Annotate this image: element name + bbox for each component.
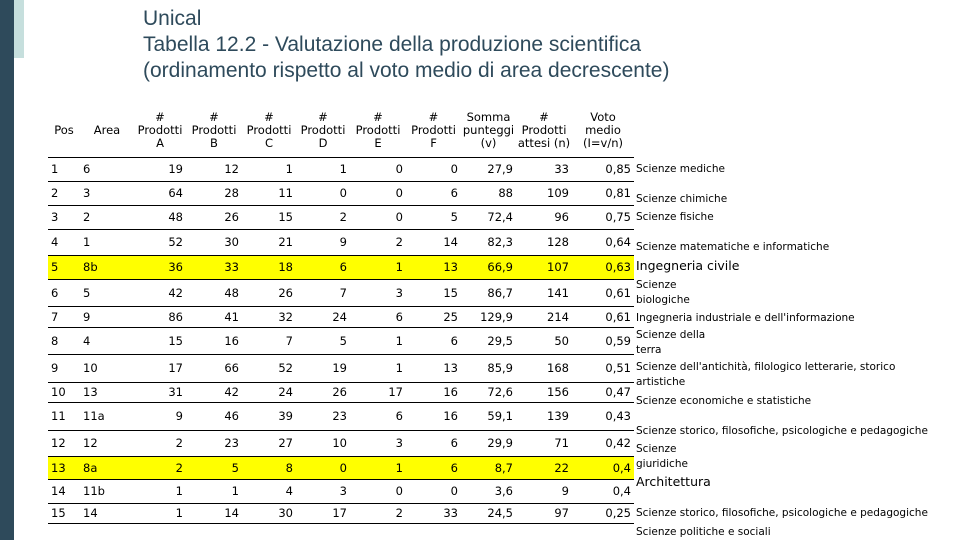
cell-prodotti-attesi: 97 — [516, 503, 572, 523]
cell-prodotti-d: 6 — [296, 255, 350, 279]
area-name-label — [636, 192, 727, 207]
cell-pos: 7 — [48, 306, 80, 327]
cell-somma-punteggi: 27,9 — [461, 157, 516, 181]
cell-voto-medio: 0,64 — [572, 229, 634, 255]
cell-pos: 4 — [48, 229, 80, 255]
cell-pos: 5 — [48, 255, 80, 279]
cell-prodotti-f: 13 — [406, 354, 461, 382]
area-name-line: Ingegneria industriale e dell'informazione — [636, 312, 855, 324]
cell-prodotti-b: 14 — [186, 503, 242, 523]
cell-prodotti-b: 23 — [186, 430, 242, 456]
cell-somma-punteggi: 66,9 — [461, 255, 516, 279]
cell-prodotti-d: 19 — [296, 354, 350, 382]
cell-area: 11a — [80, 402, 134, 430]
table-body — [48, 157, 634, 523]
area-name-line: giuridiche — [636, 458, 688, 470]
cell-prodotti-f: 0 — [406, 479, 461, 503]
table-header-row — [48, 104, 634, 157]
cell-prodotti-d: 5 — [296, 327, 350, 354]
cell-prodotti-attesi: 214 — [516, 306, 572, 327]
area-name-label — [636, 424, 928, 439]
cell-prodotti-b: 46 — [186, 402, 242, 430]
cell-prodotti-a: 52 — [134, 229, 186, 255]
cell-prodotti-c: 8 — [242, 456, 296, 479]
area-name-line: Scienze fisiche — [636, 211, 714, 223]
table-row — [48, 479, 634, 503]
area-name-line: Scienze mediche — [636, 163, 725, 175]
cell-pos: 13 — [48, 456, 80, 479]
cell-prodotti-d: 10 — [296, 430, 350, 456]
cell-pos: 8 — [48, 327, 80, 354]
cell-prodotti-b: 16 — [186, 327, 242, 354]
cell-prodotti-attesi: 9 — [516, 479, 572, 503]
cell-prodotti-f: 13 — [406, 255, 461, 279]
cell-prodotti-e: 1 — [350, 354, 406, 382]
area-name-label — [636, 525, 771, 540]
table-row — [48, 279, 634, 306]
cell-prodotti-a: 36 — [134, 255, 186, 279]
cell-somma-punteggi: 59,1 — [461, 402, 516, 430]
area-name-line: Scienze economiche e statistiche — [636, 395, 812, 407]
cell-prodotti-d: 26 — [296, 382, 350, 402]
area-name-label — [636, 311, 855, 326]
cell-prodotti-f: 5 — [406, 205, 461, 229]
table-row — [48, 354, 634, 382]
table-row — [48, 181, 634, 205]
area-name-line: Scienze matematiche e informatiche — [636, 241, 830, 253]
title-line-1: Unical — [143, 7, 202, 30]
header-area: Area — [80, 104, 134, 157]
cell-prodotti-attesi: 71 — [516, 430, 572, 456]
area-name-line: Architettura — [636, 474, 711, 489]
cell-area: 1 — [80, 229, 134, 255]
title-line-2: Tabella 12.2 - Valutazione della produzione scientifica — [143, 33, 642, 56]
cell-prodotti-a: 2 — [134, 456, 186, 479]
cell-prodotti-e: 0 — [350, 479, 406, 503]
cell-somma-punteggi: 24,5 — [461, 503, 516, 523]
cell-somma-punteggi: 72,6 — [461, 382, 516, 402]
cell-voto-medio: 0,75 — [572, 205, 634, 229]
cell-prodotti-b: 30 — [186, 229, 242, 255]
cell-prodotti-e: 0 — [350, 157, 406, 181]
cell-voto-medio: 0,25 — [572, 503, 634, 523]
cell-prodotti-e: 6 — [350, 306, 406, 327]
cell-prodotti-e: 1 — [350, 327, 406, 354]
cell-prodotti-c: 52 — [242, 354, 296, 382]
cell-prodotti-c: 27 — [242, 430, 296, 456]
cell-prodotti-c: 24 — [242, 382, 296, 402]
cell-prodotti-d: 0 — [296, 456, 350, 479]
cell-area: 8a — [80, 456, 134, 479]
cell-somma-punteggi: 29,5 — [461, 327, 516, 354]
cell-area: 6 — [80, 157, 134, 181]
table-row — [48, 306, 634, 327]
left-sidebar-bar — [0, 0, 14, 540]
cell-voto-medio: 0,59 — [572, 327, 634, 354]
cell-prodotti-d: 9 — [296, 229, 350, 255]
cell-area: 2 — [80, 205, 134, 229]
table-row — [48, 456, 634, 479]
cell-prodotti-attesi: 96 — [516, 205, 572, 229]
area-name-line: terra — [636, 344, 662, 356]
cell-prodotti-attesi: 156 — [516, 382, 572, 402]
header-prodotti-b: # Prodotti B — [186, 104, 242, 157]
cell-somma-punteggi: 3,6 — [461, 479, 516, 503]
cell-area: 11b — [80, 479, 134, 503]
header-prodotti-e: # Prodotti E — [350, 104, 406, 157]
cell-prodotti-f: 6 — [406, 327, 461, 354]
table-row — [48, 255, 634, 279]
cell-pos: 1 — [48, 157, 80, 181]
cell-voto-medio: 0,47 — [572, 382, 634, 402]
cell-area: 13 — [80, 382, 134, 402]
cell-prodotti-attesi: 128 — [516, 229, 572, 255]
cell-prodotti-attesi: 22 — [516, 456, 572, 479]
cell-prodotti-b: 1 — [186, 479, 242, 503]
cell-voto-medio: 0,4 — [572, 456, 634, 479]
cell-voto-medio: 0,51 — [572, 354, 634, 382]
table-row — [48, 205, 634, 229]
cell-voto-medio: 0,4 — [572, 479, 634, 503]
cell-prodotti-attesi: 139 — [516, 402, 572, 430]
area-name-label — [636, 360, 895, 390]
cell-prodotti-e: 17 — [350, 382, 406, 402]
cell-prodotti-d: 7 — [296, 279, 350, 306]
cell-area: 3 — [80, 181, 134, 205]
cell-somma-punteggi: 86,7 — [461, 279, 516, 306]
cell-pos: 3 — [48, 205, 80, 229]
cell-pos: 14 — [48, 479, 80, 503]
cell-prodotti-attesi: 109 — [516, 181, 572, 205]
cell-prodotti-e: 3 — [350, 279, 406, 306]
cell-prodotti-attesi: 168 — [516, 354, 572, 382]
cell-prodotti-d: 24 — [296, 306, 350, 327]
cell-prodotti-b: 5 — [186, 456, 242, 479]
cell-area: 5 — [80, 279, 134, 306]
table-row — [48, 430, 634, 456]
area-name-label — [636, 210, 714, 225]
header-prodotti-f: # Prodotti F — [406, 104, 461, 157]
area-name-line: biologiche — [636, 294, 690, 306]
cell-voto-medio: 0,81 — [572, 181, 634, 205]
cell-prodotti-c: 4 — [242, 479, 296, 503]
cell-prodotti-b: 48 — [186, 279, 242, 306]
cell-prodotti-f: 25 — [406, 306, 461, 327]
cell-voto-medio: 0,61 — [572, 279, 634, 306]
cell-prodotti-c: 39 — [242, 402, 296, 430]
cell-prodotti-a: 15 — [134, 327, 186, 354]
cell-prodotti-b: 66 — [186, 354, 242, 382]
area-name-line: artistiche — [636, 376, 686, 388]
cell-pos: 12 — [48, 430, 80, 456]
header-prodotti-c: # Prodotti C — [242, 104, 296, 157]
cell-prodotti-attesi: 50 — [516, 327, 572, 354]
cell-area: 8b — [80, 255, 134, 279]
area-name-label — [636, 328, 705, 358]
cell-pos: 15 — [48, 503, 80, 523]
cell-prodotti-a: 19 — [134, 157, 186, 181]
cell-pos: 9 — [48, 354, 80, 382]
cell-prodotti-b: 12 — [186, 157, 242, 181]
cell-prodotti-a: 48 — [134, 205, 186, 229]
cell-prodotti-b: 26 — [186, 205, 242, 229]
cell-prodotti-b: 28 — [186, 181, 242, 205]
area-name-line: Scienze dell'antichità, filologico letterarie, storico — [636, 361, 896, 373]
area-name-line: Scienze politiche e sociali — [636, 526, 771, 538]
area-name-label — [636, 394, 811, 409]
cell-prodotti-c: 30 — [242, 503, 296, 523]
cell-prodotti-d: 2 — [296, 205, 350, 229]
cell-prodotti-e: 3 — [350, 430, 406, 456]
header-prodotti-a: # Prodotti A — [134, 104, 186, 157]
cell-prodotti-c: 11 — [242, 181, 296, 205]
cell-prodotti-a: 17 — [134, 354, 186, 382]
area-name-line: Ingegneria civile — [636, 258, 740, 273]
cell-somma-punteggi: 82,3 — [461, 229, 516, 255]
area-name-label — [636, 474, 711, 489]
cell-prodotti-b: 42 — [186, 382, 242, 402]
area-name-label — [636, 278, 690, 308]
cell-prodotti-c: 32 — [242, 306, 296, 327]
cell-somma-punteggi: 29,9 — [461, 430, 516, 456]
header-somma-punteggi: Somma punteggi (v) — [461, 104, 516, 157]
cell-somma-punteggi: 88 — [461, 181, 516, 205]
table-row — [48, 157, 634, 181]
cell-prodotti-b: 41 — [186, 306, 242, 327]
header-prodotti-attesi: # Prodotti attesi (n) — [516, 104, 572, 157]
table-row — [48, 402, 634, 430]
cell-prodotti-f: 16 — [406, 402, 461, 430]
cell-somma-punteggi: 129,9 — [461, 306, 516, 327]
cell-prodotti-d: 0 — [296, 181, 350, 205]
cell-prodotti-c: 18 — [242, 255, 296, 279]
cell-prodotti-a: 86 — [134, 306, 186, 327]
cell-area: 14 — [80, 503, 134, 523]
cell-prodotti-c: 7 — [242, 327, 296, 354]
area-name-label — [636, 506, 928, 521]
area-name-label — [636, 162, 725, 177]
cell-prodotti-f: 14 — [406, 229, 461, 255]
area-name-line: Scienze della — [636, 329, 706, 341]
cell-prodotti-a: 9 — [134, 402, 186, 430]
cell-pos: 10 — [48, 382, 80, 402]
cell-prodotti-a: 1 — [134, 479, 186, 503]
cell-prodotti-d: 23 — [296, 402, 350, 430]
evaluation-table — [48, 104, 634, 524]
slide-title — [143, 6, 669, 84]
table-row — [48, 503, 634, 523]
cell-voto-medio: 0,42 — [572, 430, 634, 456]
cell-prodotti-c: 21 — [242, 229, 296, 255]
header-prodotti-d: # Prodotti D — [296, 104, 350, 157]
cell-prodotti-f: 6 — [406, 430, 461, 456]
cell-area: 9 — [80, 306, 134, 327]
cell-prodotti-f: 6 — [406, 456, 461, 479]
cell-prodotti-a: 42 — [134, 279, 186, 306]
header-pos: Pos — [48, 104, 80, 157]
cell-pos: 2 — [48, 181, 80, 205]
cell-voto-medio: 0,63 — [572, 255, 634, 279]
cell-prodotti-attesi: 141 — [516, 279, 572, 306]
cell-prodotti-c: 15 — [242, 205, 296, 229]
cell-voto-medio: 0,61 — [572, 306, 634, 327]
title-line-3: (ordinamento rispetto al voto medio di area decrescente) — [143, 59, 670, 82]
cell-somma-punteggi: 85,9 — [461, 354, 516, 382]
area-name-line: Scienze — [636, 443, 677, 455]
cell-prodotti-e: 2 — [350, 229, 406, 255]
cell-prodotti-a: 2 — [134, 430, 186, 456]
cell-prodotti-d: 17 — [296, 503, 350, 523]
cell-prodotti-e: 0 — [350, 181, 406, 205]
cell-area: 10 — [80, 354, 134, 382]
cell-prodotti-attesi: 107 — [516, 255, 572, 279]
cell-voto-medio: 0,85 — [572, 157, 634, 181]
area-name-line: Scienze storico, filosofiche, psicologiche e pedagogiche — [636, 507, 928, 519]
area-name-label — [636, 240, 829, 255]
area-name-line: Scienze storico, filosofiche, psicologiche e pedagogiche — [636, 425, 928, 437]
cell-prodotti-f: 16 — [406, 382, 461, 402]
cell-prodotti-a: 31 — [134, 382, 186, 402]
cell-prodotti-a: 1 — [134, 503, 186, 523]
cell-prodotti-f: 15 — [406, 279, 461, 306]
cell-prodotti-e: 0 — [350, 205, 406, 229]
cell-prodotti-d: 3 — [296, 479, 350, 503]
area-name-line: Scienze chimiche — [636, 193, 728, 205]
cell-prodotti-e: 6 — [350, 402, 406, 430]
table-row — [48, 382, 634, 402]
cell-prodotti-e: 1 — [350, 255, 406, 279]
cell-voto-medio: 0,43 — [572, 402, 634, 430]
cell-somma-punteggi: 72,4 — [461, 205, 516, 229]
cell-prodotti-c: 1 — [242, 157, 296, 181]
cell-prodotti-e: 1 — [350, 456, 406, 479]
cell-somma-punteggi: 8,7 — [461, 456, 516, 479]
table-row — [48, 229, 634, 255]
cell-pos: 11 — [48, 402, 80, 430]
header-voto-medio: Voto medio (I=v/n) — [572, 104, 634, 157]
table-row — [48, 327, 634, 354]
cell-prodotti-f: 33 — [406, 503, 461, 523]
cell-prodotti-f: 0 — [406, 157, 461, 181]
cell-prodotti-f: 6 — [406, 181, 461, 205]
cell-prodotti-d: 1 — [296, 157, 350, 181]
cell-prodotti-attesi: 33 — [516, 157, 572, 181]
cell-pos: 6 — [48, 279, 80, 306]
cell-prodotti-a: 64 — [134, 181, 186, 205]
cell-area: 12 — [80, 430, 134, 456]
cell-area: 4 — [80, 327, 134, 354]
area-name-label — [636, 258, 739, 273]
area-name-line: Scienze — [636, 279, 677, 291]
area-name-label — [636, 442, 688, 472]
cell-prodotti-c: 26 — [242, 279, 296, 306]
cell-prodotti-e: 2 — [350, 503, 406, 523]
cell-prodotti-b: 33 — [186, 255, 242, 279]
slide-accent-mark — [14, 0, 24, 58]
